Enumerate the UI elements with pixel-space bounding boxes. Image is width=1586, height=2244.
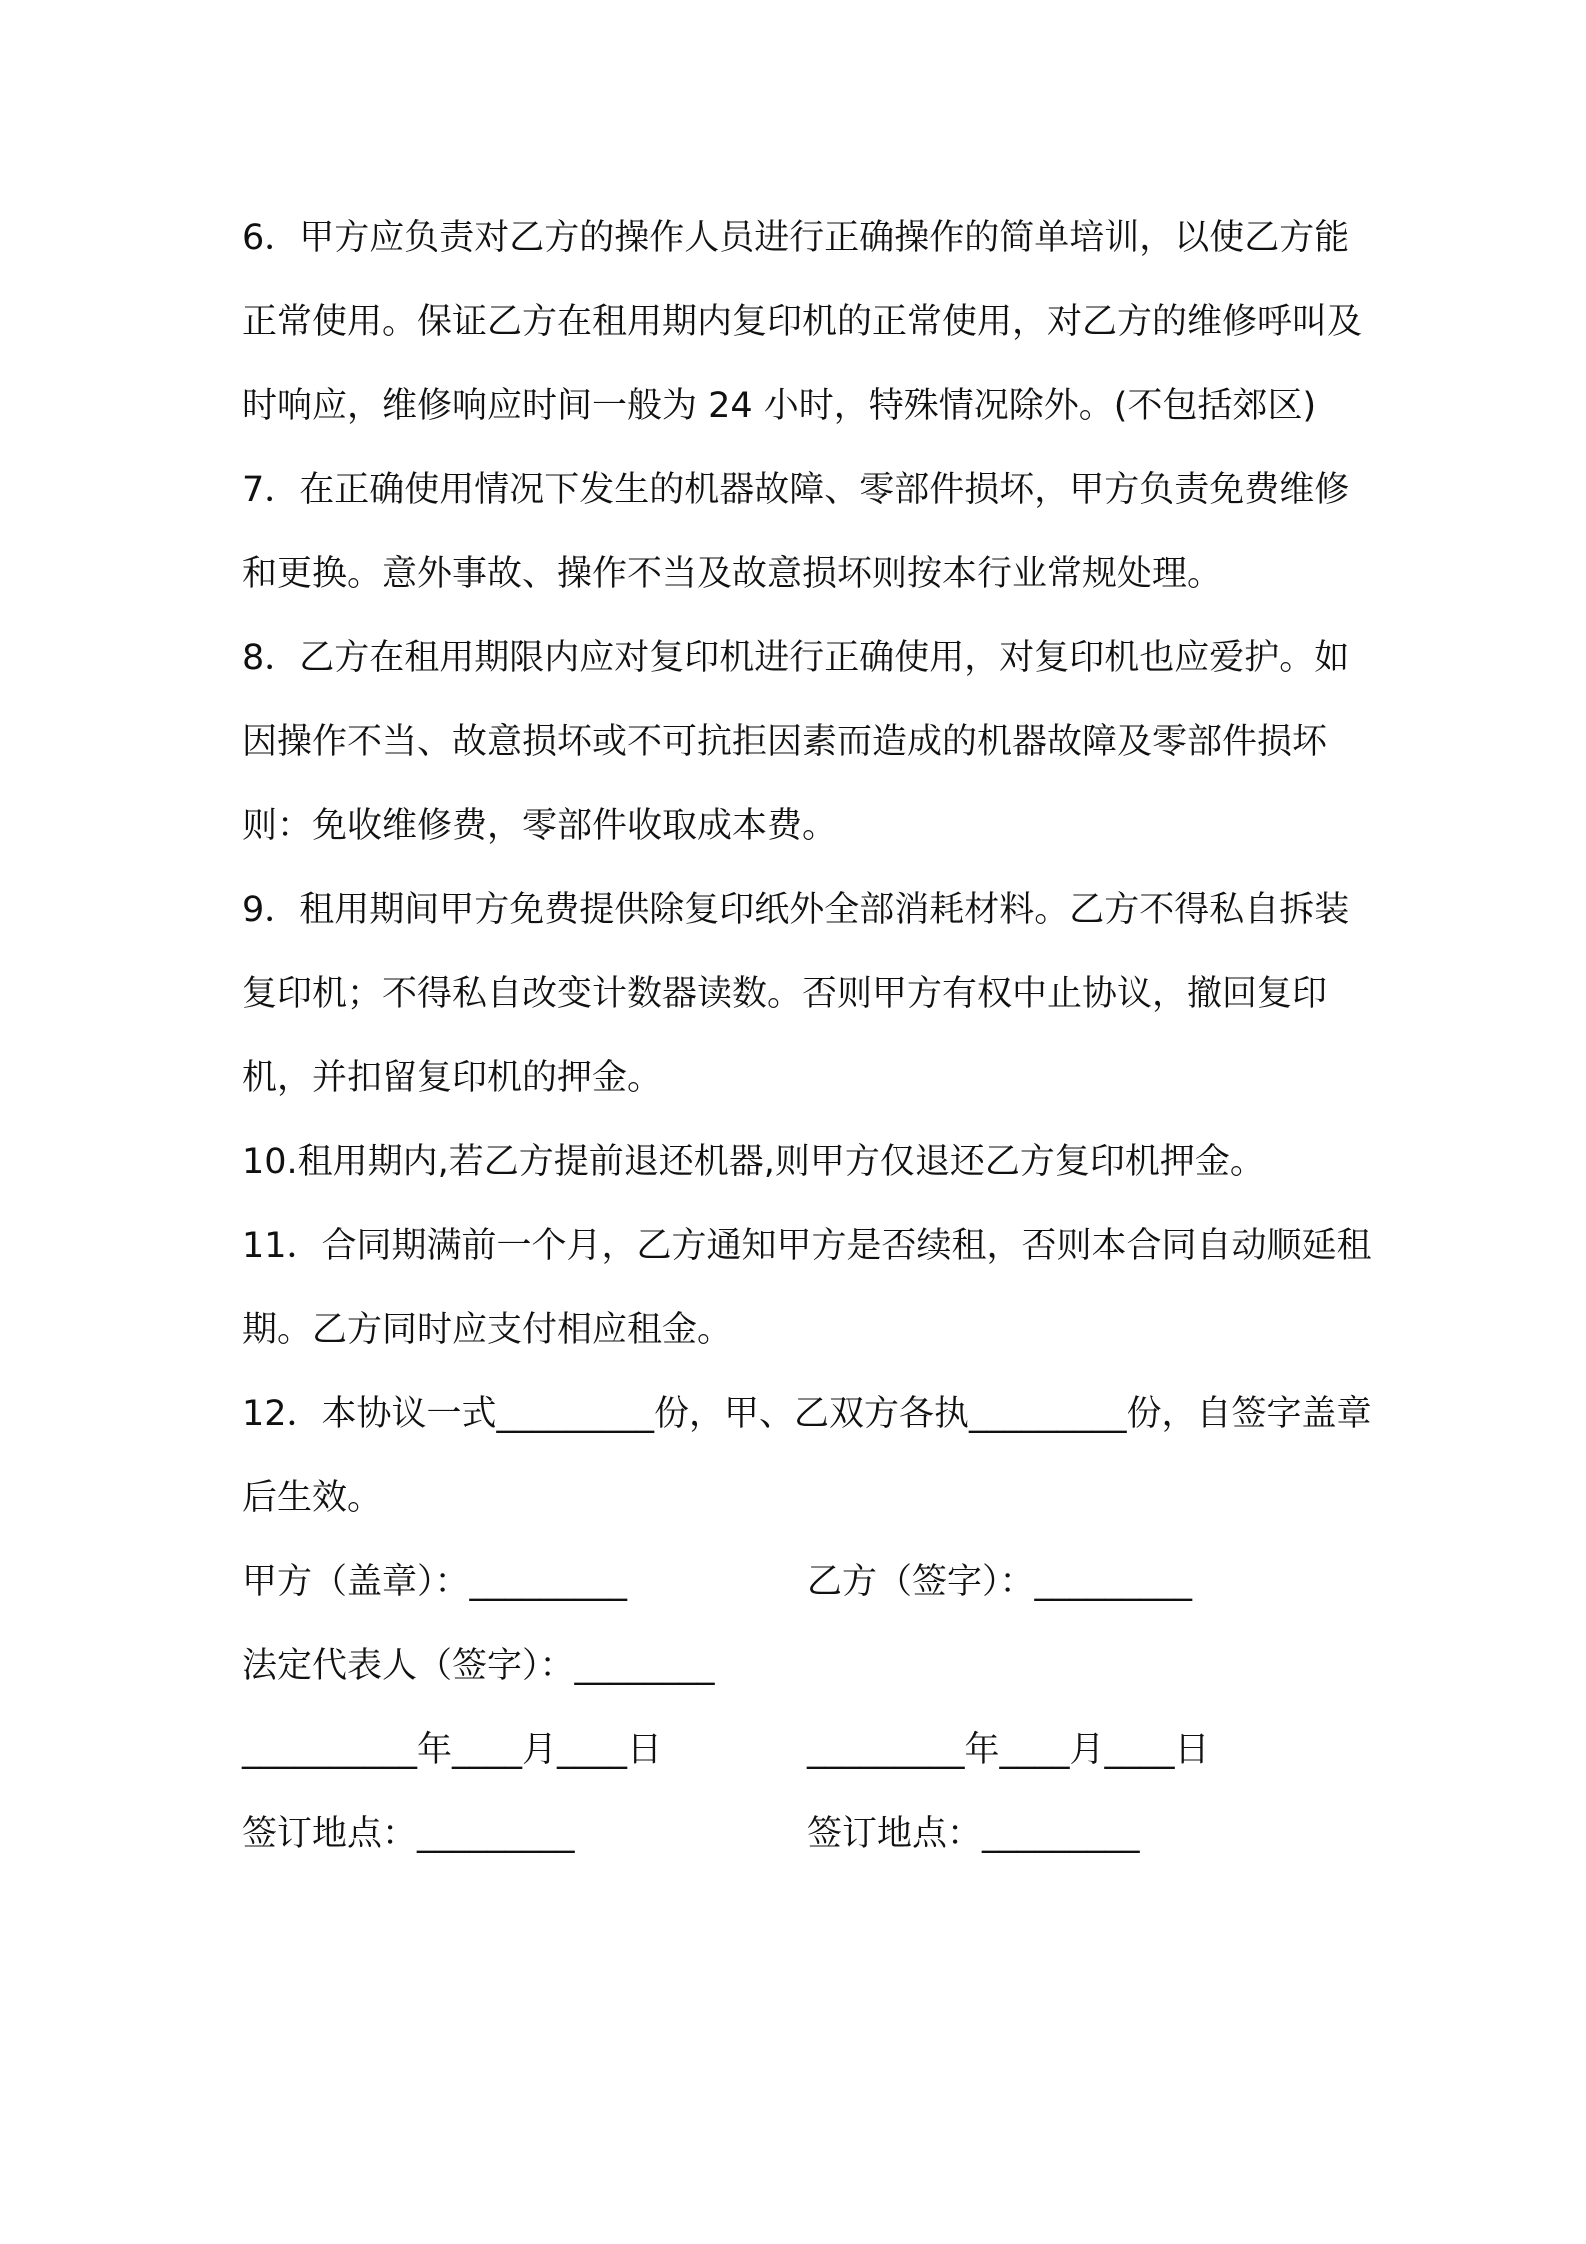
clause-7: 7．在正确使用情况下发生的机器故障、零部件损坏，甲方负责免费维修和更换。意外事故、操作不当及故意损坏则按本行业常规处理。 [242, 470, 1350, 594]
clause-10: 10.租用期内,若乙方提前退还机器,则甲方仅退还乙方复印机押金。 [242, 1142, 1265, 1182]
place-left-field: 签订地点：_________ [242, 1814, 575, 1854]
date-left-field: __________年____月____日 [242, 1730, 663, 1770]
clause-6: 6．甲方应负责对乙方的操作人员进行正确操作的简单培训，以使乙方能正常使用。保证乙方在租用期内复印机的正常使用，对乙方的维修呼叫及时响应，维修响应时间一般为 24 小时，特殊情况除外。(不包括郊区) [242, 218, 1363, 426]
party-b-sign-field: 乙方（签字）：_________ [807, 1562, 1193, 1602]
contract-page [242, 196, 1372, 1876]
signature-row-dates [242, 1708, 1372, 1792]
legal-rep-sign-field: 法定代表人（签字）：________ [242, 1646, 715, 1686]
signature-row-legal-rep [242, 1624, 1372, 1708]
clause-9: 9．租用期间甲方免费提供除复印纸外全部消耗材料。乙方不得私自拆装复印机；不得私自改变计数器读数。否则甲方有权中止协议，撤回复印机，并扣留复印机的押金。 [242, 890, 1350, 1098]
signature-row-places [242, 1792, 1372, 1876]
clause-12: 12．本协议一式_________份，甲、乙双方各执_________份，自签字盖章后生效。 [242, 1394, 1372, 1518]
clause-8: 8．乙方在租用期限内应对复印机进行正确使用，对复印机也应爱护。如因操作不当、故意损坏或不可抗拒因素而造成的机器故障及零部件损坏则：免收维修费，零部件收取成本费。 [242, 638, 1350, 846]
signature-row-parties [242, 1540, 1372, 1624]
clause-11: 11．合同期满前一个月，乙方通知甲方是否续租，否则本合同自动顺延租期。乙方同时应支付相应租金。 [242, 1226, 1372, 1350]
party-a-seal-field: 甲方（盖章）：_________ [242, 1562, 628, 1602]
date-right-field: _________年____月____日 [807, 1730, 1210, 1770]
place-right-field: 签订地点：_________ [807, 1814, 1140, 1854]
